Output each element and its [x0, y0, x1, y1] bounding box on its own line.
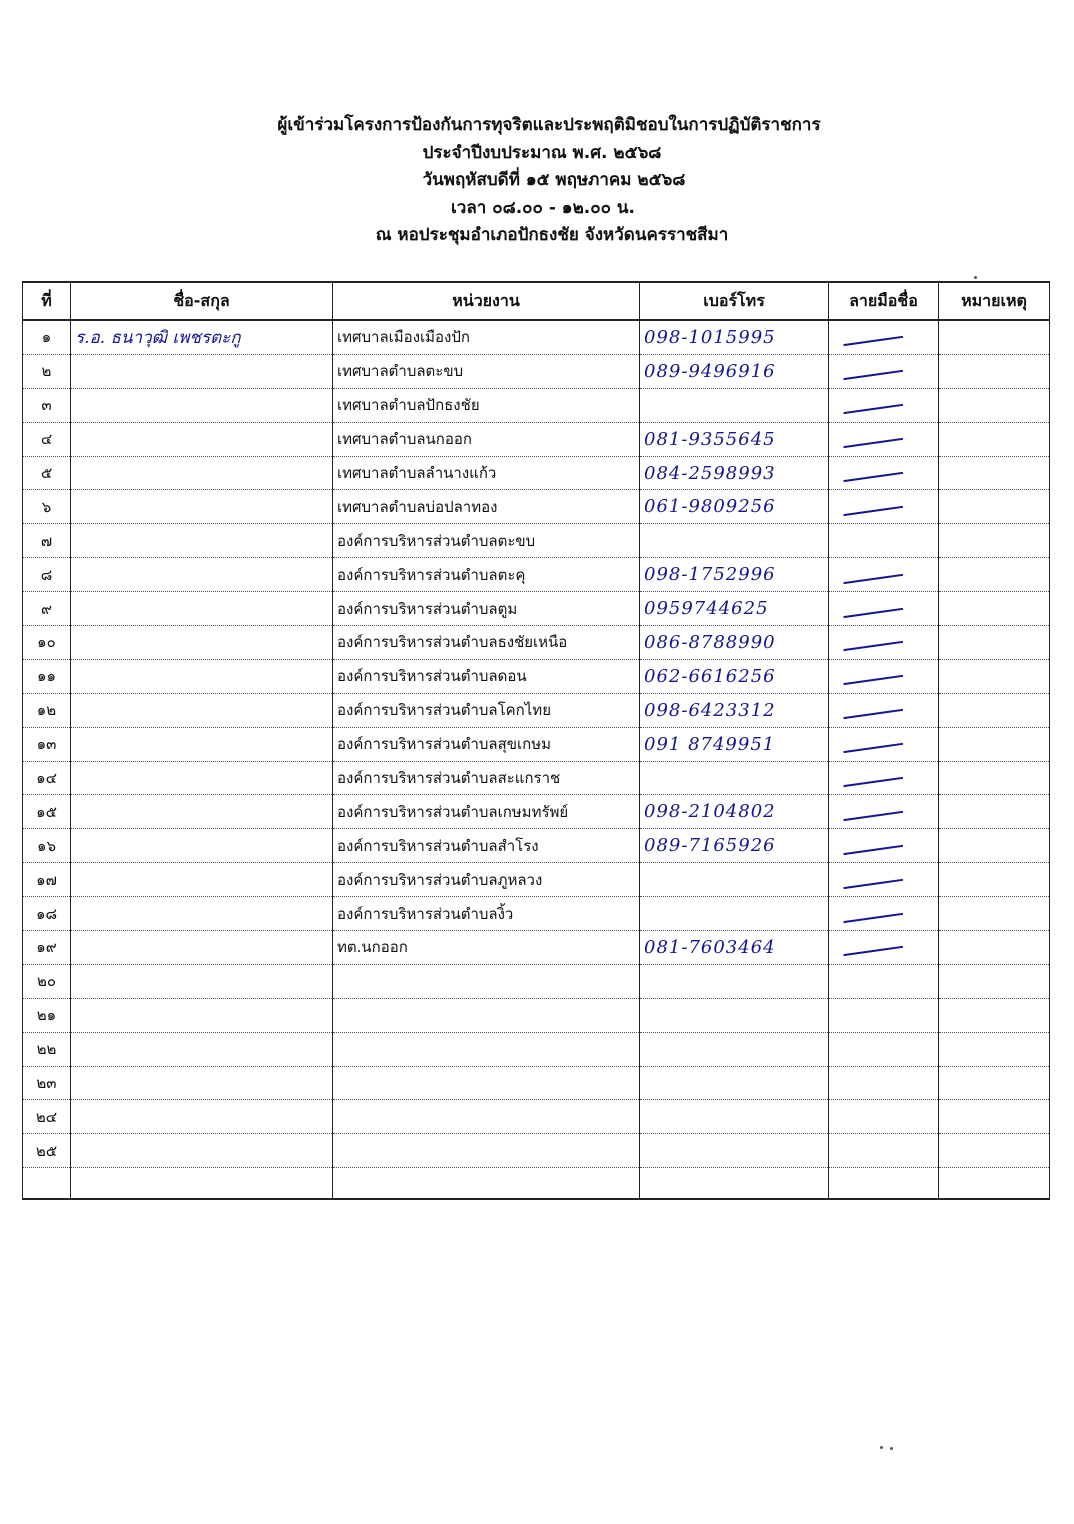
signature-scribble	[843, 807, 903, 821]
remark	[939, 761, 1050, 795]
signature-scribble	[843, 570, 903, 584]
attendee-name	[71, 490, 333, 524]
remark	[939, 422, 1050, 456]
remark	[939, 931, 1050, 965]
phone-number: 084-2598993	[640, 456, 829, 490]
attendee-name	[71, 863, 333, 897]
phone-number	[640, 1100, 829, 1134]
signature-scribble	[843, 773, 903, 787]
document-title: ผู้เข้าร่วมโครงการป้องกันการทุจริตและประพฤติมิชอบในการปฏิบัติราชการ	[277, 115, 821, 135]
attendee-name	[71, 422, 333, 456]
signature	[829, 998, 939, 1032]
phone-number	[640, 964, 829, 998]
signature-scribble	[843, 366, 903, 380]
signature-scribble	[843, 841, 903, 855]
signature-scribble	[843, 671, 903, 685]
signature-scribble	[843, 739, 903, 753]
attendee-name	[71, 693, 333, 727]
remark	[939, 592, 1050, 626]
column-header-signature: ลายมือชื่อ	[829, 282, 939, 320]
signature	[829, 1066, 939, 1100]
row-number: ๗	[23, 524, 71, 558]
table-row	[23, 1134, 1050, 1168]
organization	[333, 998, 640, 1032]
remark	[939, 354, 1050, 388]
empty-cell	[333, 1168, 640, 1200]
signature-scribble	[843, 942, 903, 956]
organization: องค์การบริหารส่วนตำบลดอน	[333, 659, 640, 693]
row-number: ๒๐	[23, 964, 71, 998]
attendee-name	[71, 354, 333, 388]
event-venue: ณ หอประชุมอำเภอปักธงชัย จังหวัดนครราชสีมา	[375, 225, 729, 245]
organization: องค์การบริหารส่วนตำบลโคกไทย	[333, 693, 640, 727]
table-row	[23, 761, 1050, 795]
phone-number: 0959744625	[640, 592, 829, 626]
organization: เทศบาลตำบลปักธงชัย	[333, 388, 640, 422]
column-header-remark: หมายเหตุ	[939, 282, 1050, 320]
event-time: เวลา ๐๘.๐๐ - ๑๒.๐๐ น.	[450, 197, 636, 218]
attendee-name	[71, 524, 333, 558]
signature	[829, 693, 939, 727]
signature-scribble	[843, 332, 903, 346]
remark	[939, 693, 1050, 727]
phone-number: 098-2104802	[640, 795, 829, 829]
table-row	[23, 558, 1050, 592]
attendee-name	[71, 1066, 333, 1100]
row-number: ๒๔	[23, 1100, 71, 1134]
phone-number: 086-8788990	[640, 626, 829, 660]
row-number: ๑๙	[23, 931, 71, 965]
attendee-name	[71, 388, 333, 422]
column-header-phone: เบอร์โทร	[640, 282, 829, 320]
row-number: ๖	[23, 490, 71, 524]
phone-number: 098-6423312	[640, 693, 829, 727]
table-row	[23, 422, 1050, 456]
attendee-name	[71, 829, 333, 863]
remark	[939, 998, 1050, 1032]
table-row	[23, 1100, 1050, 1134]
phone-number: 061-9809256	[640, 490, 829, 524]
signature-scribble	[843, 468, 903, 482]
row-number: ๒	[23, 354, 71, 388]
row-number: ๑๕	[23, 795, 71, 829]
table-row	[23, 998, 1050, 1032]
attendee-name	[71, 1032, 333, 1066]
phone-number: 081-7603464	[640, 931, 829, 965]
row-number: ๑๑	[23, 659, 71, 693]
signature	[829, 897, 939, 931]
attendee-name	[71, 897, 333, 931]
signature-scribble	[843, 705, 903, 719]
signature	[829, 795, 939, 829]
row-number: ๑๗	[23, 863, 71, 897]
remark	[939, 320, 1050, 354]
row-number: ๙	[23, 592, 71, 626]
signature	[829, 964, 939, 998]
organization: องค์การบริหารส่วนตำบลตะคุ	[333, 558, 640, 592]
phone-number: 089-9496916	[640, 354, 829, 388]
signature-scribble	[843, 875, 903, 889]
organization: องค์การบริหารส่วนตำบลตะขบ	[333, 524, 640, 558]
phone-number: 081-9355645	[640, 422, 829, 456]
row-number: ๑๔	[23, 761, 71, 795]
organization	[333, 964, 640, 998]
attendance-table	[22, 281, 1050, 1200]
table-row	[23, 388, 1050, 422]
phone-number: 062-6616256	[640, 659, 829, 693]
phone-number	[640, 388, 829, 422]
attendee-name	[71, 727, 333, 761]
table-row	[23, 626, 1050, 660]
attendee-name	[71, 558, 333, 592]
signature	[829, 659, 939, 693]
signature	[829, 1134, 939, 1168]
organization: องค์การบริหารส่วนตำบลสุขเกษม	[333, 727, 640, 761]
phone-number	[640, 998, 829, 1032]
row-number: ๒๒	[23, 1032, 71, 1066]
organization: เทศบาลตำบลบ่อปลาทอง	[333, 490, 640, 524]
row-number: ๒๑	[23, 998, 71, 1032]
row-number: ๑๒	[23, 693, 71, 727]
phone-number: 098-1752996	[640, 558, 829, 592]
signature-scribble	[843, 502, 903, 516]
signature	[829, 456, 939, 490]
signature	[829, 354, 939, 388]
phone-number	[640, 1032, 829, 1066]
signature	[829, 829, 939, 863]
signature	[829, 558, 939, 592]
remark	[939, 964, 1050, 998]
remark	[939, 1134, 1050, 1168]
signature-scribble	[843, 603, 903, 617]
organization: เทศบาลตำบลตะขบ	[333, 354, 640, 388]
organization: องค์การบริหารส่วนตำบลงิ้ว	[333, 897, 640, 931]
event-date: วันพฤหัสบดีที่ ๑๕ พฤษภาคม ๒๕๖๘	[422, 170, 686, 190]
remark	[939, 558, 1050, 592]
signature	[829, 388, 939, 422]
organization: เทศบาลเมืองเมืองปัก	[333, 320, 640, 354]
table-row	[23, 592, 1050, 626]
organization: องค์การบริหารส่วนตำบลสะแกราช	[333, 761, 640, 795]
phone-number	[640, 761, 829, 795]
remark	[939, 795, 1050, 829]
phone-number	[640, 524, 829, 558]
organization	[333, 1134, 640, 1168]
organization: องค์การบริหารส่วนตำบลเกษมทรัพย์	[333, 795, 640, 829]
scan-speck	[890, 1447, 893, 1450]
remark	[939, 829, 1050, 863]
attendee-name	[71, 626, 333, 660]
organization: องค์การบริหารส่วนตำบลสำโรง	[333, 829, 640, 863]
attendee-name	[71, 761, 333, 795]
signature	[829, 490, 939, 524]
table-row	[23, 354, 1050, 388]
table-row	[23, 897, 1050, 931]
empty-cell	[23, 1168, 71, 1200]
phone-number	[640, 1066, 829, 1100]
row-number: ๔	[23, 422, 71, 456]
scan-speck	[974, 276, 977, 279]
signature-scribble	[843, 400, 903, 414]
table-row	[23, 693, 1050, 727]
attendee-name	[71, 659, 333, 693]
row-number: ๒๕	[23, 1134, 71, 1168]
empty-cell	[71, 1168, 333, 1200]
table-row-blank	[23, 1168, 1050, 1200]
remark	[939, 863, 1050, 897]
table-body	[23, 320, 1050, 1199]
signature-scribble	[843, 637, 903, 651]
remark	[939, 727, 1050, 761]
signature-scribble	[843, 434, 903, 448]
column-header-no: ที่	[23, 282, 71, 320]
row-number: ๑๘	[23, 897, 71, 931]
table-row	[23, 1032, 1050, 1066]
organization: เทศบาลตำบลนกออก	[333, 422, 640, 456]
signature	[829, 320, 939, 354]
column-header-unit: หน่วยงาน	[333, 282, 640, 320]
attendee-name	[71, 592, 333, 626]
table-row	[23, 659, 1050, 693]
organization: องค์การบริหารส่วนตำบลธงชัยเหนือ	[333, 626, 640, 660]
signature	[829, 863, 939, 897]
remark	[939, 1032, 1050, 1066]
table-row	[23, 320, 1050, 354]
organization	[333, 1100, 640, 1134]
empty-cell	[829, 1168, 939, 1200]
attendee-name: ร.อ. ธนาวุฒิ เพชรตะกู	[71, 320, 333, 354]
row-number: ๓	[23, 388, 71, 422]
phone-number	[640, 863, 829, 897]
remark	[939, 897, 1050, 931]
row-number: ๒๓	[23, 1066, 71, 1100]
phone-number: 091 8749951	[640, 727, 829, 761]
attendee-name	[71, 931, 333, 965]
document-header	[0, 112, 1074, 250]
remark	[939, 1100, 1050, 1134]
table-row	[23, 524, 1050, 558]
remark	[939, 659, 1050, 693]
signature	[829, 1032, 939, 1066]
attendee-name	[71, 456, 333, 490]
remark	[939, 490, 1050, 524]
signature	[829, 931, 939, 965]
table-row	[23, 1066, 1050, 1100]
organization: เทศบาลตำบลลำนางแก้ว	[333, 456, 640, 490]
table-row	[23, 727, 1050, 761]
attendee-name	[71, 795, 333, 829]
remark	[939, 456, 1050, 490]
row-number: ๑	[23, 320, 71, 354]
signature	[829, 592, 939, 626]
row-number: ๑๖	[23, 829, 71, 863]
table-row	[23, 490, 1050, 524]
scan-speck	[880, 1446, 883, 1449]
attendee-name	[71, 1100, 333, 1134]
fiscal-year: ประจำปีงบประมาณ พ.ศ. ๒๕๖๘	[422, 142, 662, 163]
remark	[939, 626, 1050, 660]
organization: องค์การบริหารส่วนตำบลภูหลวง	[333, 863, 640, 897]
table-row	[23, 829, 1050, 863]
phone-number: 089-7165926	[640, 829, 829, 863]
table-row	[23, 964, 1050, 998]
remark	[939, 1066, 1050, 1100]
signature	[829, 422, 939, 456]
table-header-row	[23, 282, 1050, 320]
phone-number: 098-1015995	[640, 320, 829, 354]
remark	[939, 388, 1050, 422]
signature	[829, 1100, 939, 1134]
phone-number	[640, 1134, 829, 1168]
signature	[829, 727, 939, 761]
empty-cell	[939, 1168, 1050, 1200]
table-row	[23, 456, 1050, 490]
row-number: ๕	[23, 456, 71, 490]
phone-number	[640, 897, 829, 931]
signature	[829, 761, 939, 795]
table-row	[23, 863, 1050, 897]
organization	[333, 1066, 640, 1100]
signature-scribble	[843, 908, 903, 922]
signature	[829, 626, 939, 660]
organization: ทต.นกออก	[333, 931, 640, 965]
row-number: ๑๐	[23, 626, 71, 660]
organization	[333, 1032, 640, 1066]
attendee-name	[71, 998, 333, 1032]
row-number: ๘	[23, 558, 71, 592]
signature	[829, 524, 939, 558]
row-number: ๑๓	[23, 727, 71, 761]
attendee-name	[71, 964, 333, 998]
table-row	[23, 795, 1050, 829]
organization: องค์การบริหารส่วนตำบลตูม	[333, 592, 640, 626]
column-header-name: ชื่อ-สกุล	[71, 282, 333, 320]
empty-cell	[640, 1168, 829, 1200]
attendee-name	[71, 1134, 333, 1168]
table-row	[23, 931, 1050, 965]
remark	[939, 524, 1050, 558]
